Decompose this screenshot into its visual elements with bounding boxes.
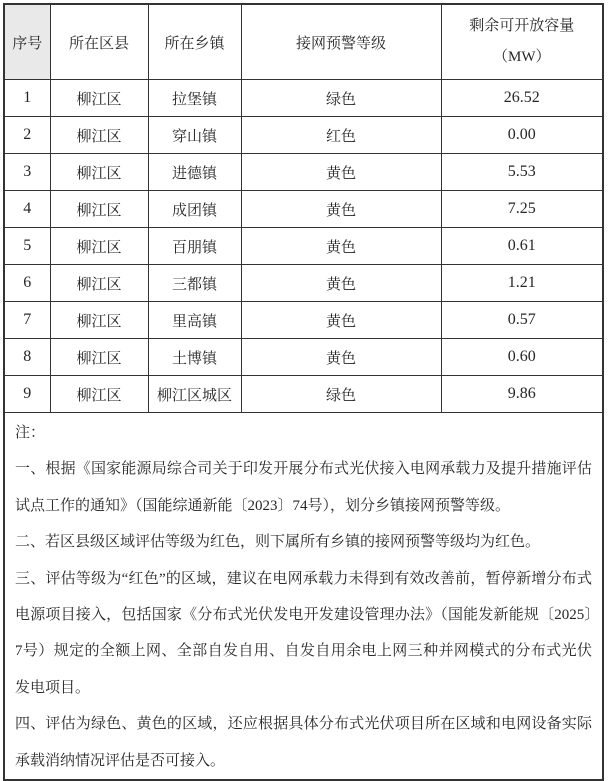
cell-index: 1: [4, 80, 50, 117]
table-row: [4, 339, 603, 376]
cell-index: 9: [4, 376, 50, 413]
cell-index: 4: [4, 191, 50, 228]
table-row: [4, 80, 603, 117]
header-warning-level: 接网预警等级: [241, 4, 441, 80]
cell-index: 8: [4, 339, 50, 376]
note-item: 四、评估为绿色、黄色的区域，还应根据具体分布式光伏项目所在区域和电网设备实际承载消纳情况评估是否可接入。: [15, 716, 592, 769]
table-row: [4, 265, 603, 302]
cell-town: 成团镇: [148, 191, 241, 228]
capacity-table: [3, 3, 604, 781]
header-county: 所在区县: [50, 4, 148, 80]
cell-county: 柳江区: [50, 191, 148, 228]
notes-row: [4, 413, 603, 781]
note-item: 三、评估等级为“红色”的区域，建议在电网承载力未得到有效改善前，暂停新增分布式电源项目接入，包括国家《分布式光伏发电开发建设管理办法》（国能发新能规〔2025〕7号）规定的全额上网、全部自发自用、自发自用余电上网三种并网模式的分布式光伏发电项目。: [15, 570, 592, 696]
cell-warning-level: 红色: [241, 117, 441, 154]
cell-capacity: 0.60: [441, 339, 603, 376]
cell-index: 3: [4, 154, 50, 191]
cell-town: 土博镇: [148, 339, 241, 376]
cell-capacity: 0.57: [441, 302, 603, 339]
cell-county: 柳江区: [50, 117, 148, 154]
cell-county: 柳江区: [50, 302, 148, 339]
cell-index: 7: [4, 302, 50, 339]
cell-capacity: 1.21: [441, 265, 603, 302]
cell-warning-level: 绿色: [241, 376, 441, 413]
table-header: [4, 4, 603, 80]
cell-warning-level: 黄色: [241, 265, 441, 302]
cell-capacity: 0.00: [441, 117, 603, 154]
table-row: [4, 191, 603, 228]
header-capacity-line2: （MW）: [493, 49, 551, 65]
cell-county: 柳江区: [50, 80, 148, 117]
table-row: [4, 117, 603, 154]
cell-county: 柳江区: [50, 376, 148, 413]
cell-town: 三都镇: [148, 265, 241, 302]
table-row: [4, 154, 603, 191]
cell-index: 5: [4, 228, 50, 265]
cell-capacity: 7.25: [441, 191, 603, 228]
cell-county: 柳江区: [50, 154, 148, 191]
table-body: [4, 80, 603, 781]
header-row: [4, 4, 603, 80]
cell-town: 进德镇: [148, 154, 241, 191]
cell-county: 柳江区: [50, 265, 148, 302]
cell-county: 柳江区: [50, 339, 148, 376]
cell-town: 穿山镇: [148, 117, 241, 154]
cell-warning-level: 黄色: [241, 339, 441, 376]
cell-town: 百朋镇: [148, 228, 241, 265]
table-row: [4, 302, 603, 339]
note-item: 一、根据《国家能源局综合司关于印发开展分布式光伏接入电网承载力及提升措施评估试点工作的通知》（国能综通新能〔2023〕74号），划分乡镇接网预警等级。: [15, 461, 592, 514]
cell-town: 柳江区城区: [148, 376, 241, 413]
cell-county: 柳江区: [50, 228, 148, 265]
cell-town: 里高镇: [148, 302, 241, 339]
header-index: 序号: [4, 4, 50, 80]
notes-cell: [4, 413, 603, 781]
cell-capacity: 9.86: [441, 376, 603, 413]
cell-warning-level: 黄色: [241, 191, 441, 228]
cell-capacity: 0.61: [441, 228, 603, 265]
header-town: 所在乡镇: [148, 4, 241, 80]
cell-warning-level: 黄色: [241, 302, 441, 339]
header-capacity: [441, 4, 603, 80]
cell-town: 拉堡镇: [148, 80, 241, 117]
notes-label: 注：: [15, 425, 46, 441]
cell-capacity: 5.53: [441, 154, 603, 191]
header-capacity-line1: 剩余可开放容量: [469, 18, 575, 34]
cell-warning-level: 绿色: [241, 80, 441, 117]
cell-warning-level: 黄色: [241, 228, 441, 265]
table-row: [4, 376, 603, 413]
cell-capacity: 26.52: [441, 80, 603, 117]
cell-index: 6: [4, 265, 50, 302]
cell-index: 2: [4, 117, 50, 154]
table-row: [4, 228, 603, 265]
note-item: 二、若区县级区域评估等级为红色，则下属所有乡镇的接网预警等级均为红色。: [15, 534, 541, 551]
cell-warning-level: 黄色: [241, 154, 441, 191]
